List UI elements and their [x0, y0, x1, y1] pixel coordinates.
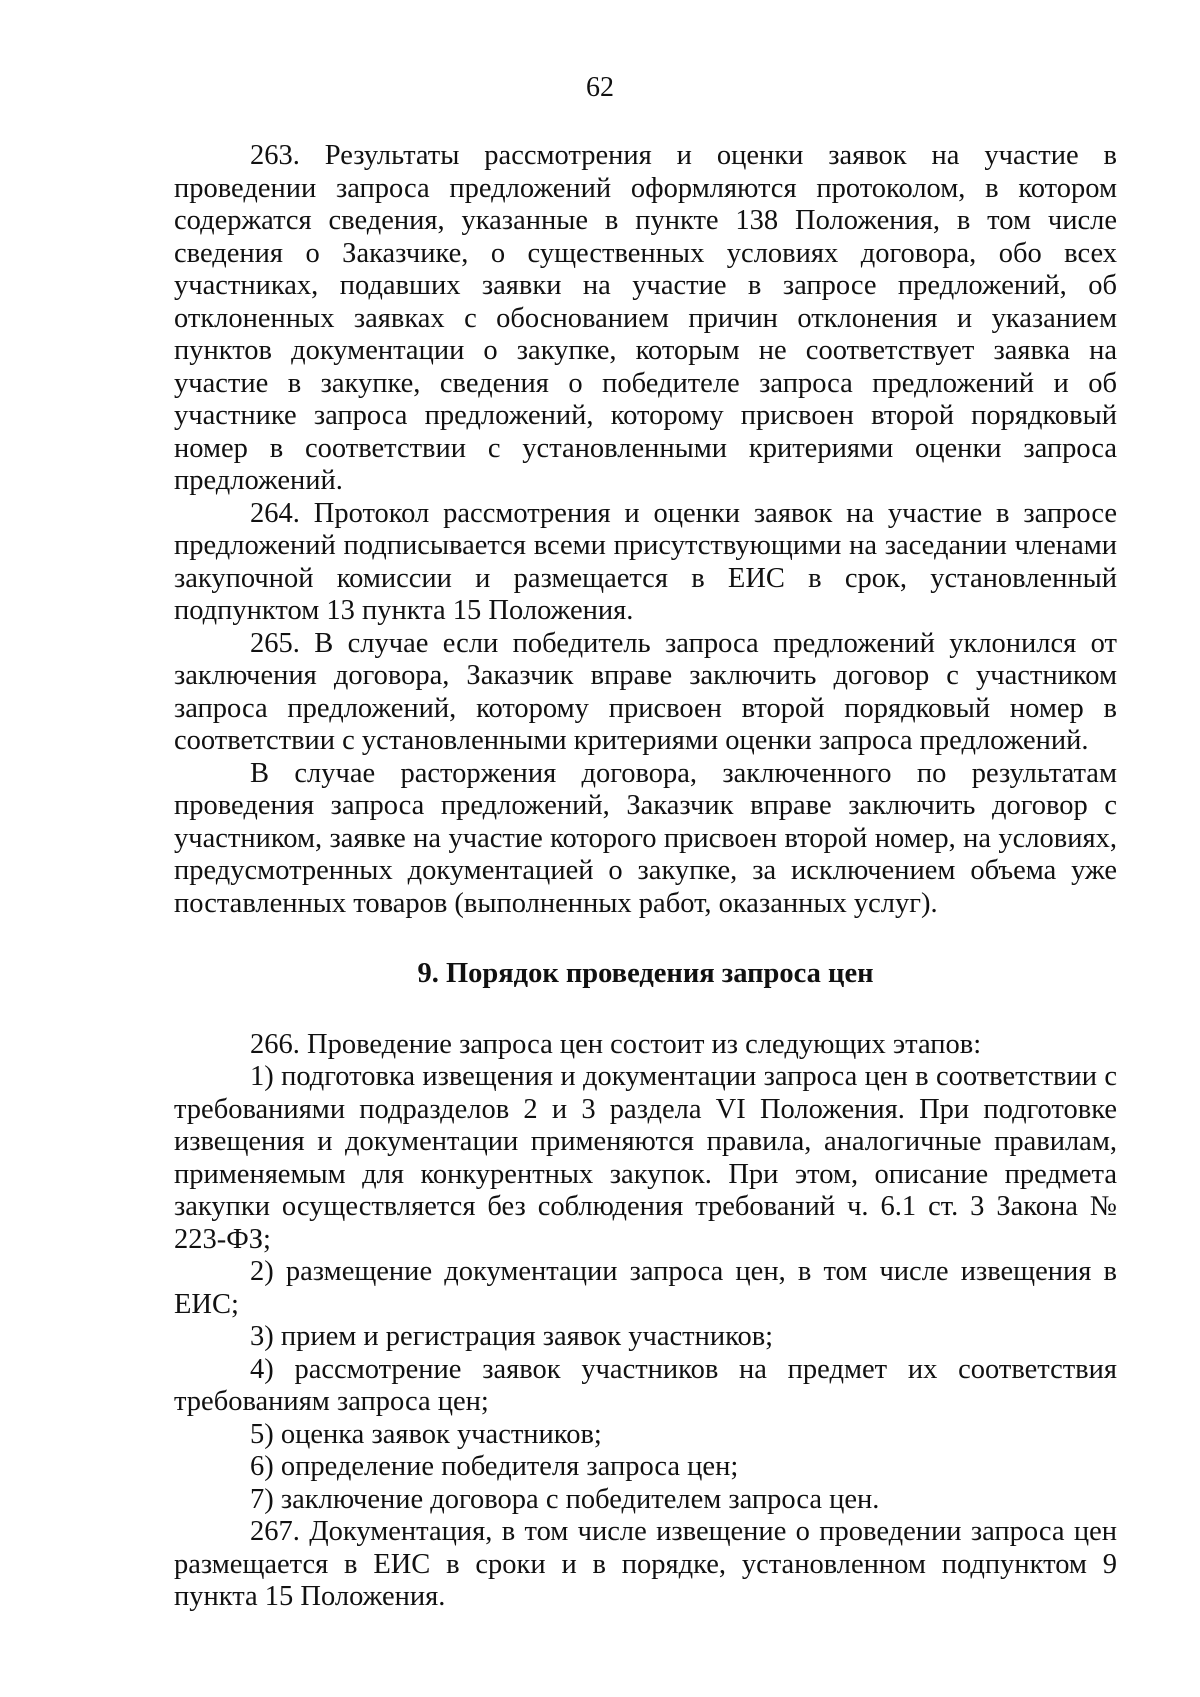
paragraph-265: 265. В случае если победитель запроса предложений уклонился от заключения договора, Заказчик вправе заключить договор с участником запроса предложений, которому присвоен второй порядковый номер в соответствии с установленными критериями оценки запроса предложений. — [174, 627, 1117, 756]
page-number: 62 — [586, 72, 614, 103]
document-body — [174, 140, 1117, 1614]
paragraph-263: 263. Результаты рассмотрения и оценки заявок на участие в проведении запроса предложений оформляются протоколом, в котором содержатся сведения, указанные в пункте 138 Положения, в том числе сведения о Заказчике, о существенных условиях договора, обо всех участниках, подавших заявки на участие в запросе предложений, об отклоненных заявках с обоснованием причин отклонения и указанием пунктов документации о закупке, которым не соответствует заявка на участие в закупке, сведения о победителе запроса предложений и об участнике запроса предложений, которому присвоен второй порядковый номер в соответствии с установленными критериями оценки запроса предложений. — [174, 140, 1117, 496]
list-item-6: 6) определение победителя запроса цен; — [250, 1451, 739, 1482]
list-item-4: 4) рассмотрение заявок участников на предмет их соответствия требованиям запроса цен; — [174, 1353, 1117, 1417]
list-item-1: 1) подготовка извещения и документации запроса цен в соответствии с требованиями подразделов 2 и 3 раздела VI Положения. При подготовке извещения и документации применяются правила, аналогичные правилам, применяемым для конкурентных закупок. При этом, описание предмета закупки осуществляется без соблюдения требований ч. 6.1 ст. 3 Закона № 223-ФЗ; — [174, 1061, 1117, 1255]
list-item-5: 5) оценка заявок участников; — [250, 1418, 602, 1450]
list-item-2: 2) размещение документации запроса цен, в том числе извещения в ЕИС; — [174, 1256, 1117, 1320]
list-item-7: 7) заключение договора с победителем запроса цен. — [250, 1483, 880, 1515]
paragraph-265-continuation: В случае расторжения договора, заключенного по результатам проведения запроса предложений, Заказчик вправе заключить договор с участником, заявке на участие которого присвоен второй номер, на условиях, предусмотренных документацией о закупке, за исключением объема уже поставленных товаров (выполненных работ, оказанных услуг). — [174, 757, 1117, 919]
paragraph-267: 267. Документация, в том числе извещение о проведении запроса цен размещается в ЕИС в сроки и в порядке, установленном подпунктом 9 пункта 15 Положения. — [174, 1516, 1117, 1612]
paragraph-264: 264. Протокол рассмотрения и оценки заявок на участие в запросе предложений подписывается всеми присутствующими на заседании членами закупочной комиссии и размещается в ЕИС в срок, установленный подпунктом 13 пункта 15 Положения. — [174, 497, 1117, 626]
section-heading: 9. Порядок проведения запроса цен — [417, 958, 874, 989]
paragraph-266: 266. Проведение запроса цен состоит из следующих этапов: — [250, 1028, 982, 1060]
list-item-3: 3) прием и регистрация заявок участников; — [250, 1321, 774, 1352]
